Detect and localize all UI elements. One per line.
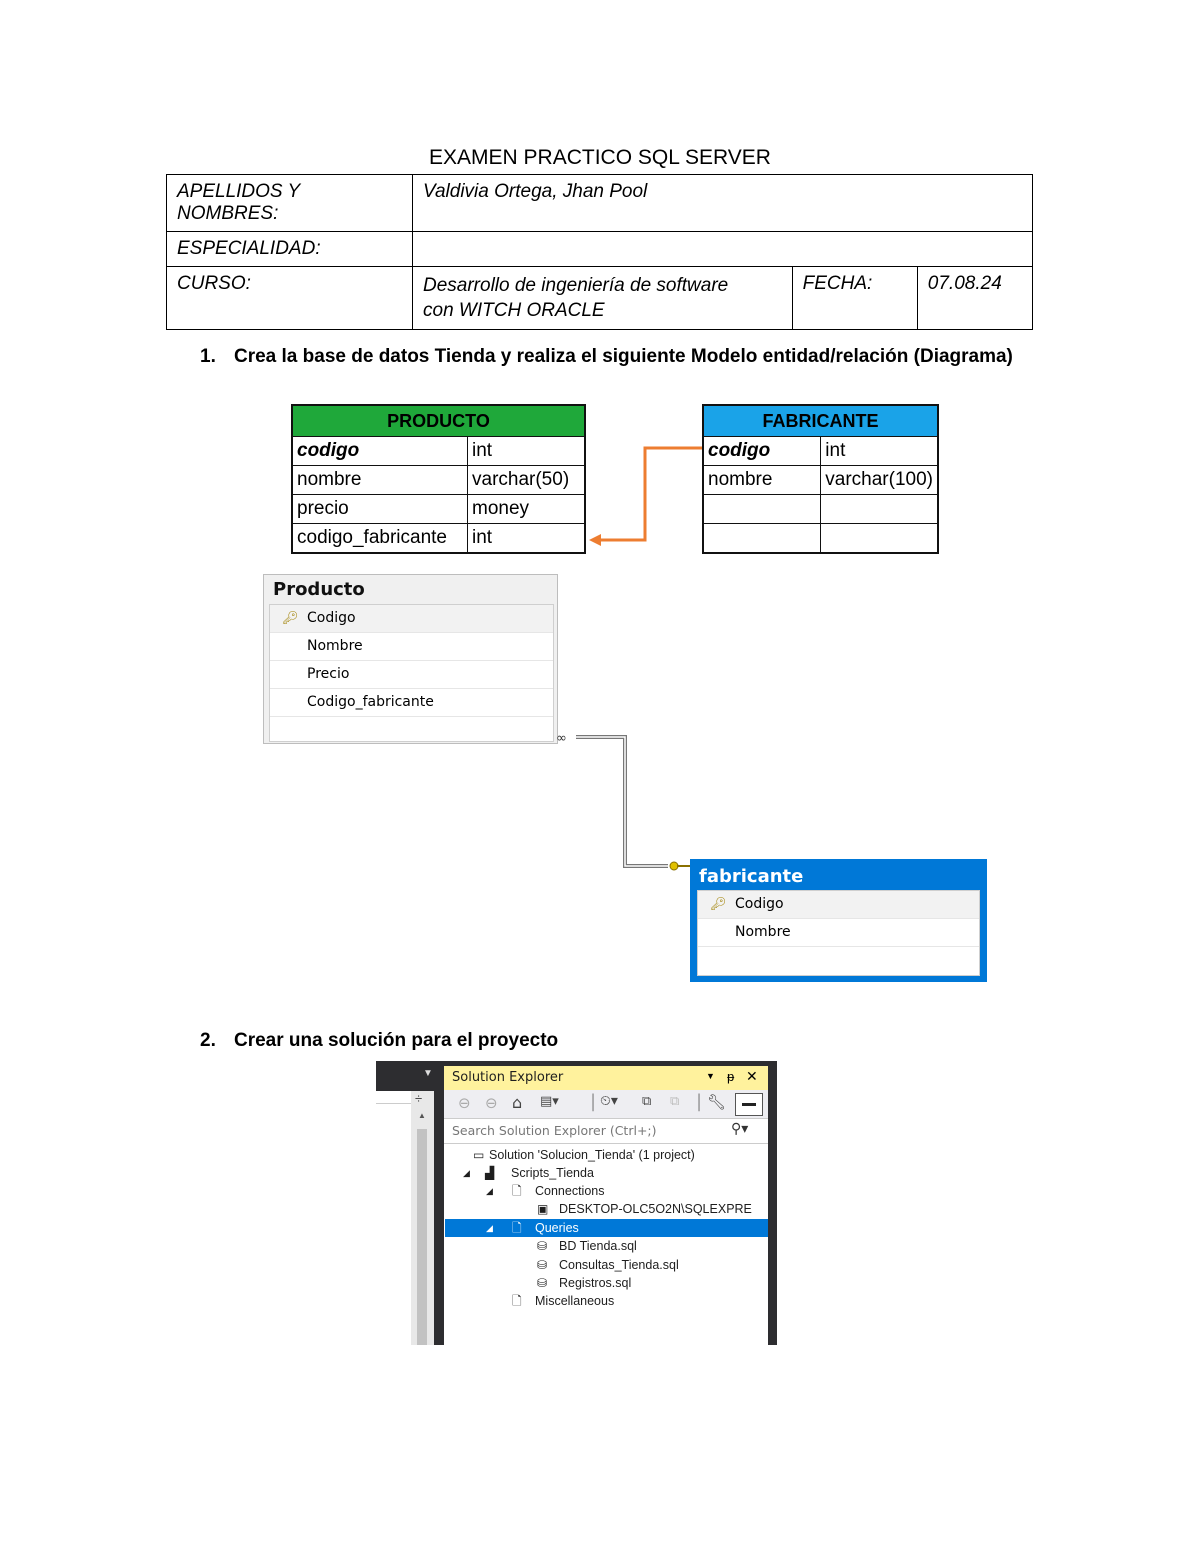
ssms-fabricante-col: Codigo bbox=[735, 896, 784, 912]
expand-arrow-icon[interactable]: ◢ bbox=[486, 1223, 493, 1233]
curso-value-line1: Desarrollo de ingeniería de software bbox=[423, 275, 729, 296]
er-producto-title: PRODUCTO bbox=[292, 405, 585, 437]
search-icon[interactable]: ⚲▾ bbox=[731, 1121, 749, 1137]
tree-item-query-file[interactable] bbox=[445, 1256, 768, 1274]
tree-item-label: BD Tienda.sql bbox=[559, 1239, 637, 1253]
question-2 bbox=[200, 1030, 558, 1052]
er-producto-col-type: money bbox=[468, 495, 586, 524]
folder-icon: 🗋︎ bbox=[512, 1221, 522, 1235]
collapse-all-icon[interactable]: ⧉ bbox=[642, 1094, 652, 1109]
expand-arrow-icon[interactable]: ◢ bbox=[463, 1168, 470, 1178]
tree-item-label: Connections bbox=[535, 1184, 605, 1198]
er-producto-col-name: codigo bbox=[292, 437, 468, 466]
relationship-connector bbox=[576, 737, 668, 866]
er-fabricante-col-type bbox=[821, 524, 938, 554]
ssms-producto-row[interactable] bbox=[270, 633, 553, 661]
ssms-producto-title: Producto bbox=[273, 579, 365, 600]
relation-arrow-line bbox=[599, 448, 702, 540]
scroll-up-icon[interactable]: ▲ bbox=[418, 1111, 426, 1120]
document-title: EXAMEN PRACTICO SQL SERVER bbox=[429, 146, 771, 169]
pin-icon[interactable]: ᵽ bbox=[727, 1069, 735, 1084]
er-fabricante-title: FABRICANTE bbox=[703, 405, 938, 437]
key-end-icon bbox=[670, 862, 678, 870]
preview-selected-icon[interactable] bbox=[735, 1093, 763, 1116]
er-fabricante-col-name bbox=[703, 524, 821, 554]
forward-icon[interactable]: ⊖ bbox=[485, 1094, 498, 1112]
curso-value bbox=[413, 267, 793, 330]
er-producto-col-type: varchar(50) bbox=[468, 466, 586, 495]
editor-tab-strip bbox=[376, 1061, 444, 1091]
ssms-relationship-line[interactable] bbox=[550, 728, 700, 878]
scrollbar-strip[interactable] bbox=[411, 1091, 434, 1345]
search-input[interactable]: Search Solution Explorer (Ctrl+;) bbox=[452, 1123, 657, 1138]
dropdown-arrow-icon[interactable]: ▼ bbox=[423, 1068, 433, 1079]
sql-file-icon: ⛁ bbox=[537, 1258, 548, 1272]
panel-border-right bbox=[768, 1061, 777, 1345]
er-producto-col-name: precio bbox=[292, 495, 468, 524]
tree-item-query-file[interactable] bbox=[445, 1274, 768, 1292]
tree-item-project[interactable] bbox=[445, 1164, 768, 1182]
especialidad-value bbox=[413, 232, 1033, 267]
tree-item-query-file[interactable] bbox=[445, 1237, 768, 1255]
question-1-text: Crea la base de datos Tienda y realiza el siguiente Modelo entidad/relación (Diagrama) bbox=[234, 346, 1013, 367]
fecha-value: 07.08.24 bbox=[917, 267, 1032, 330]
tree-item-label: Consultas_Tienda.sql bbox=[559, 1258, 679, 1272]
home-icon[interactable]: ⌂ bbox=[512, 1093, 523, 1112]
tree-item-queries[interactable] bbox=[445, 1219, 768, 1237]
expand-arrow-icon[interactable]: ◢ bbox=[486, 1186, 493, 1196]
tree-item-label: Solution 'Solucion_Tienda' (1 project) bbox=[489, 1148, 695, 1162]
er-producto-col-name: nombre bbox=[292, 466, 468, 495]
switch-views-icon[interactable]: ▤▾ bbox=[540, 1094, 559, 1109]
ssms-fabricante-table[interactable] bbox=[690, 859, 987, 982]
tree-item-connections[interactable] bbox=[445, 1182, 768, 1200]
show-all-files-icon[interactable]: ⧉ bbox=[670, 1094, 680, 1109]
er-producto-col-type: int bbox=[468, 437, 586, 466]
curso-label: CURSO: bbox=[167, 267, 413, 330]
student-info-table bbox=[166, 174, 1033, 330]
er-fabricante-col-type: int bbox=[821, 437, 938, 466]
ssms-fabricante-row[interactable] bbox=[698, 919, 979, 947]
key-icon: 🔑︎ bbox=[710, 897, 727, 912]
close-icon[interactable]: ✕ bbox=[746, 1068, 758, 1084]
ssms-producto-col: Nombre bbox=[307, 638, 363, 654]
server-icon: ▣ bbox=[537, 1202, 549, 1216]
er-fabricante-col-name bbox=[703, 495, 821, 524]
er-fabricante-col-type bbox=[821, 495, 938, 524]
ssms-fabricante-row[interactable] bbox=[698, 891, 979, 919]
back-icon[interactable]: ⊖ bbox=[458, 1094, 471, 1112]
solution-explorer-title: Solution Explorer bbox=[452, 1070, 564, 1085]
apellidos-value: Valdivia Ortega, Jhan Pool bbox=[413, 175, 1033, 232]
tree-item-label: Scripts_Tienda bbox=[511, 1166, 594, 1180]
er-producto-col-name: codigo_fabricante bbox=[292, 524, 468, 554]
panel-divider bbox=[434, 1091, 444, 1345]
tree-item-label: Miscellaneous bbox=[535, 1294, 615, 1308]
folder-icon: 🗋︎ bbox=[512, 1184, 522, 1198]
question-1-number: 1. bbox=[200, 346, 216, 367]
ssms-producto-col: Codigo_fabricante bbox=[307, 694, 434, 710]
properties-icon[interactable]: 🔧︎ bbox=[707, 1093, 727, 1111]
er-producto-col-type: int bbox=[468, 524, 586, 554]
apellidos-label: APELLIDOS Y NOMBRES: bbox=[167, 175, 413, 232]
ssms-producto-grid bbox=[269, 604, 554, 742]
separator-icon: | bbox=[696, 1091, 703, 1112]
er-fabricante-col-type: varchar(100) bbox=[821, 466, 938, 495]
editor-area bbox=[376, 1091, 411, 1104]
ssms-producto-col: Precio bbox=[307, 666, 350, 682]
ssms-producto-row[interactable] bbox=[270, 605, 553, 633]
question-1 bbox=[200, 346, 1013, 368]
tree-item-label: DESKTOP-OLC5O2N\SQLEXPRE bbox=[559, 1202, 752, 1216]
er-fabricante-col-name: codigo bbox=[703, 437, 821, 466]
question-2-text: Crear una solución para el proyecto bbox=[234, 1030, 559, 1051]
key-icon: 🔑︎ bbox=[282, 611, 299, 626]
curso-value-line2: con WITCH ORACLE bbox=[423, 300, 605, 321]
infinity-icon: ∞ bbox=[556, 731, 567, 746]
er-fabricante-col-name: nombre bbox=[703, 466, 821, 495]
er-fabricante-table bbox=[702, 404, 939, 554]
tree-item-label: Registros.sql bbox=[559, 1276, 632, 1290]
sql-file-icon: ⛁ bbox=[537, 1239, 548, 1253]
tree-item-connection[interactable] bbox=[445, 1200, 768, 1218]
solution-icon: ▭ bbox=[473, 1148, 485, 1162]
split-icon[interactable]: ÷ bbox=[415, 1091, 423, 1106]
window-menu-icon[interactable]: ▼ bbox=[706, 1071, 715, 1081]
ssms-producto-row[interactable] bbox=[270, 661, 553, 689]
tree-item-miscellaneous[interactable] bbox=[445, 1292, 768, 1310]
ssms-fabricante-title: fabricante bbox=[699, 866, 804, 887]
ssms-fabricante-col: Nombre bbox=[735, 924, 791, 940]
especialidad-label: ESPECIALIDAD: bbox=[167, 232, 413, 267]
solution-explorer-toolbar bbox=[444, 1090, 768, 1118]
relation-arrow-head bbox=[589, 534, 601, 546]
scrollbar-thumb[interactable] bbox=[417, 1129, 427, 1345]
ssms-producto-row[interactable] bbox=[270, 689, 553, 717]
question-2-number: 2. bbox=[200, 1030, 216, 1051]
ssms-fabricante-grid bbox=[697, 890, 980, 976]
separator-icon: | bbox=[590, 1091, 597, 1112]
relationship-connector-inner bbox=[576, 737, 668, 866]
fecha-label: FECHA: bbox=[792, 267, 917, 330]
ssms-producto-col: Codigo bbox=[307, 610, 356, 626]
sql-file-icon: ⛁ bbox=[537, 1276, 548, 1290]
tree-item-solution[interactable] bbox=[445, 1146, 768, 1164]
ssms-producto-table[interactable] bbox=[263, 574, 558, 744]
tree-item-label: Queries bbox=[535, 1221, 579, 1235]
solution-explorer-title-bar[interactable] bbox=[444, 1066, 768, 1090]
solution-explorer-search[interactable] bbox=[444, 1118, 768, 1144]
folder-icon: 🗋︎ bbox=[512, 1294, 522, 1308]
relation-arrow bbox=[585, 440, 705, 550]
er-producto-table bbox=[291, 404, 586, 554]
project-icon: ▟ bbox=[485, 1166, 495, 1180]
pending-changes-icon[interactable]: ⏲▾ bbox=[600, 1093, 618, 1109]
